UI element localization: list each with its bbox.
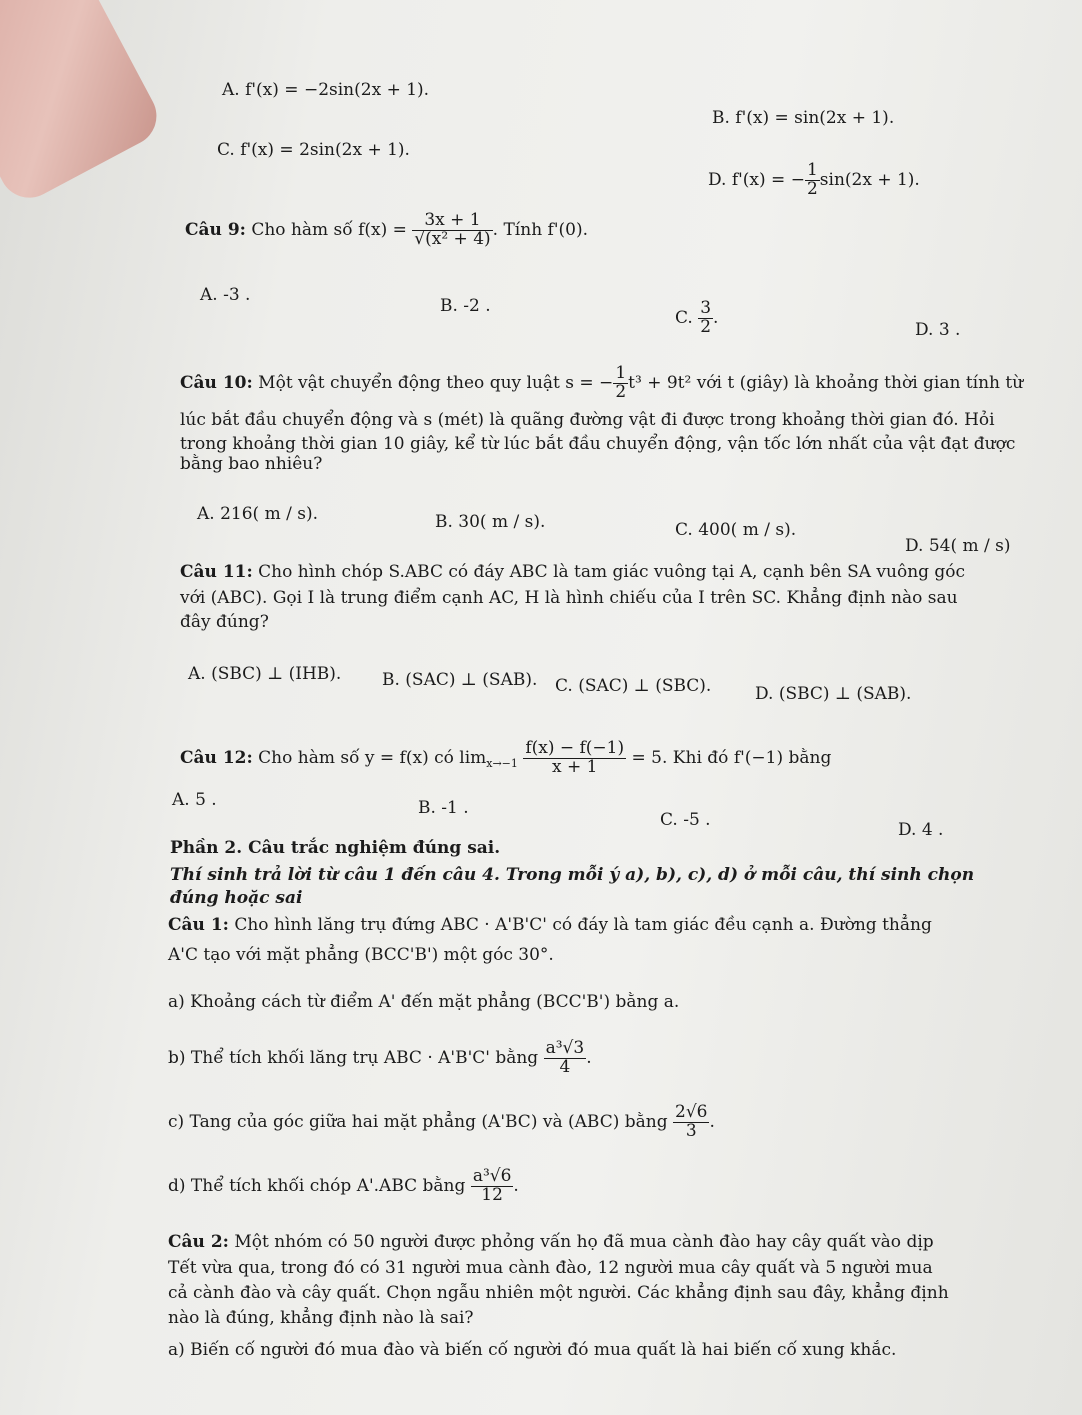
q11-line-3: đây đúng?: [180, 612, 269, 632]
frac-den: 2: [615, 381, 627, 402]
p2q1-b-frac: [544, 1040, 587, 1077]
q12-option-d: D. 4 .: [898, 820, 944, 840]
p2q1-item-d: [168, 1168, 519, 1205]
p2q1-c-post: .: [709, 1111, 715, 1132]
q11-label: Câu 11:: [180, 562, 253, 582]
p2q1-c-pre: c) Tang của góc giữa hai mặt phẳng (A'BC) và (ABC) bằng: [168, 1111, 668, 1132]
frac-den: 2: [806, 178, 818, 199]
q12-text-pre: Cho hàm số y = f(x) có lim: [258, 747, 487, 768]
q10-line1-pre: Một vật chuyển động theo quy luật s = −: [258, 372, 614, 393]
q12-option-b: B. -1 .: [418, 798, 469, 818]
p2q1-line-1: [168, 915, 932, 935]
frac-den: 3: [685, 1120, 697, 1141]
q12-stem: [180, 740, 831, 777]
q12-frac: [523, 740, 626, 777]
frac-num: 1: [806, 160, 818, 180]
part2-instruction-1: Thí sinh trả lời từ câu 1 đến câu 4. Trong mỗi ý a), b), c), d) ở mỗi câu, thí sinh chọn: [170, 865, 975, 885]
q10-label: Câu 10:: [180, 372, 253, 393]
p2q2-line-1: [168, 1232, 934, 1252]
prev-option-a: A. f'(x) = −2sin(2x + 1).: [222, 80, 430, 100]
p2q2-line-3: cả cành đào và cây quất. Chọn ngẫu nhiên một người. Các khẳng định sau đây, khẳng định: [168, 1283, 949, 1303]
q9-option-b: B. -2 .: [440, 296, 491, 316]
q11-line-2: với (ABC). Gọi I là trung điểm cạnh AC, H là hình chiếu của I trên SC. Khẳng định nào sau: [180, 588, 958, 608]
q9-text-pre: Cho hàm số f(x) =: [251, 219, 407, 240]
p2q1-d-pre: d) Thể tích khối chóp A'.ABC bằng: [168, 1175, 466, 1196]
p2q2-line-2: Tết vừa qua, trong đó có 31 người mua cành đào, 12 người mua cây quất và 5 người mua: [168, 1258, 933, 1278]
q9-option-d: D. 3 .: [915, 320, 961, 340]
q9-option-c-pre: C.: [675, 307, 693, 328]
p2q2-line-4: nào là đúng, khẳng định nào là sai?: [168, 1308, 474, 1328]
p2q1-d-post: .: [513, 1175, 519, 1196]
p2q1-c-frac: [673, 1104, 709, 1141]
p2q1-line-2: A'C tạo với mặt phẳng (BCC'B') một góc 30°.: [168, 945, 554, 965]
prev-option-d: [708, 162, 920, 199]
q10-line1-post: t³ + 9t² với t (giây) là khoảng thời gian tính từ: [628, 372, 1024, 393]
p2q1-line1-text: Cho hình lăng trụ đứng ABC · A'B'C' có đáy là tam giác đều cạnh a. Đường thẳng: [234, 915, 932, 935]
frac-num: f(x) − f(−1): [525, 738, 625, 758]
q11-line1-text: Cho hình chóp S.ABC có đáy ABC là tam giác vuông tại A, cạnh bên SA vuông góc: [258, 562, 966, 582]
prev-option-b: B. f'(x) = sin(2x + 1).: [712, 108, 895, 128]
p2q1-label: Câu 1:: [168, 915, 229, 935]
q9-option-c: [675, 300, 718, 337]
q11-option-b: B. (SAC) ⊥ (SAB).: [382, 670, 538, 690]
q10-line-2: lúc bắt đầu chuyển động và s (mét) là quãng đường vật đi được trong khoảng thời gian đó. Hỏi: [180, 410, 995, 430]
frac-num: a³√3: [545, 1038, 585, 1058]
q9-frac: [412, 212, 492, 249]
q9-stem: [185, 212, 588, 249]
frac-num: 3: [700, 298, 712, 318]
p2q1-b-post: .: [586, 1047, 592, 1068]
q9-option-c-post: .: [713, 307, 719, 328]
p2q2-label: Câu 2:: [168, 1232, 229, 1252]
frac-den: 4: [559, 1056, 571, 1077]
q10-option-d: D. 54( m / s): [905, 536, 1011, 556]
prev-option-d-frac: [805, 162, 820, 199]
frac-den: x + 1: [551, 756, 598, 777]
p2q2-line1-text: Một nhóm có 50 người được phỏng vấn họ đã mua cành đào hay cây quất vào dịp: [234, 1232, 934, 1252]
q9-option-a: A. -3 .: [200, 285, 251, 305]
q10-line-1: [180, 365, 1023, 402]
q10-line-4: bằng bao nhiêu?: [180, 454, 323, 474]
q10-option-c: C. 400( m / s).: [675, 520, 797, 540]
q11-option-d: D. (SBC) ⊥ (SAB).: [755, 684, 912, 704]
frac-num: 1: [615, 363, 627, 383]
frac-den: √(x² + 4): [414, 228, 491, 249]
frac-den: 12: [481, 1184, 503, 1205]
frac-num: 2√6: [675, 1102, 708, 1122]
q10-option-a: A. 216( m / s).: [197, 504, 318, 524]
part2-instruction-2: đúng hoặc sai: [170, 888, 303, 908]
q12-text-post: = 5. Khi đó f'(−1) bằng: [631, 747, 832, 768]
p2q2-item-a: a) Biến cố người đó mua đào và biến cố người đó mua quất là hai biến cố xung khắc.: [168, 1340, 897, 1360]
q10-frac: [613, 365, 628, 402]
q11-option-a: A. (SBC) ⊥ (IHB).: [188, 664, 342, 684]
q12-lim-sub: x→−1: [486, 757, 518, 771]
p2q1-b-pre: b) Thể tích khối lăng trụ ABC · A'B'C' bằng: [168, 1047, 539, 1068]
frac-num: 3x + 1: [412, 212, 492, 231]
frac-den: 2: [700, 316, 712, 337]
p2q1-item-a: a) Khoảng cách từ điểm A' đến mặt phẳng (BCC'B') bằng a.: [168, 992, 680, 1012]
q12-option-c: C. -5 .: [660, 810, 711, 830]
q9-text-post: . Tính f'(0).: [492, 219, 588, 240]
p2q1-item-b: [168, 1040, 592, 1077]
p2q1-item-c: [168, 1104, 715, 1141]
q11-line-1: [180, 562, 965, 582]
part2-title: Phần 2. Câu trắc nghiệm đúng sai.: [170, 838, 501, 858]
q12-option-a: A. 5 .: [172, 790, 217, 810]
frac-num: a³√6: [472, 1166, 512, 1186]
q10-line-3: trong khoảng thời gian 10 giây, kể từ lúc bắt đầu chuyển động, vận tốc lớn nhất của vật đạt được: [180, 434, 1016, 454]
q9-label: Câu 9:: [185, 219, 246, 240]
prev-option-c: C. f'(x) = 2sin(2x + 1).: [217, 140, 410, 160]
q11-option-c: C. (SAC) ⊥ (SBC).: [555, 676, 712, 696]
prev-option-d-pre: D. f'(x) = −: [708, 169, 805, 190]
q12-label: Câu 12:: [180, 747, 253, 768]
q10-option-b: B. 30( m / s).: [435, 512, 546, 532]
prev-option-d-post: sin(2x + 1).: [819, 169, 920, 190]
p2q1-d-frac: [471, 1168, 514, 1205]
q9-option-c-frac: [698, 300, 713, 337]
